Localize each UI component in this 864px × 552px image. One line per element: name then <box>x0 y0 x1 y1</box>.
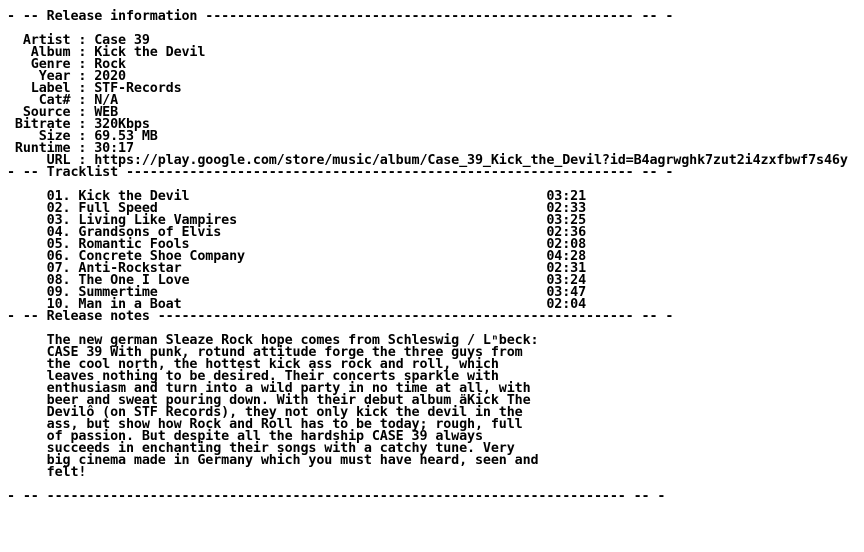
track-row: 01. Kick the Devil 03:21 <box>7 189 587 204</box>
info-genre: Genre : Rock <box>7 57 126 72</box>
track-row: 06. Concrete Shoe Company 04:28 <box>7 249 587 264</box>
release-notes-header: - -- Release notes ------------------------------------------------------------ -- - <box>7 309 674 324</box>
info-bitrate: Bitrate : 320Kbps <box>7 117 150 132</box>
release-notes-line: leaves nothing to be desired. Their concerts sparkle with <box>7 369 499 384</box>
release-notes-line: of passion. But despite all the hardship CASE 39 always <box>7 429 483 444</box>
track-row: 08. The One I Love 03:24 <box>7 273 587 288</box>
release-notes-line: beer and sweat pouring down. With their debut album äKick The <box>7 393 531 408</box>
track-row: 09. Summertime 03:47 <box>7 285 587 300</box>
footer-rule: - -- ------------------------------------------------------------------------- -- - <box>7 489 666 504</box>
track-row: 07. Anti-Rockstar 02:31 <box>7 261 587 276</box>
info-runtime: Runtime : 30:17 <box>7 141 134 156</box>
release-notes-line: CASE 39 With punk, rotund attitude forge the three guys from <box>7 345 523 360</box>
info-year: Year : 2020 <box>7 69 126 84</box>
nfo-document <box>7 11 848 503</box>
release-notes-line: The new german Sleaze Rock hope comes from Schleswig / Lⁿbeck: <box>7 333 539 348</box>
tracklist-header: - -- Tracklist ---------------------------------------------------------------- -- - <box>7 165 674 180</box>
track-row: 03. Living Like Vampires 03:25 <box>7 213 587 228</box>
release-notes-line: ass, but show how Rock and Roll has to be today; rough, full <box>7 417 523 432</box>
release-notes-line: the cool north, the hottest kick ass rock and roll, which <box>7 357 499 372</box>
track-row: 04. Grandsons of Elvis 02:36 <box>7 225 587 240</box>
track-row: 10. Man in a Boat 02:04 <box>7 297 587 312</box>
info-source: Source : WEB <box>7 105 119 120</box>
track-row: 05. Romantic Fools 02:08 <box>7 237 587 252</box>
info-url: URL : https://play.google.com/store/music/album/Case_39_Kick_the_Devil?id=B4agrwghk7zut2i4zxfbwf7s46y <box>7 153 848 168</box>
track-row: 02. Full Speed 02:33 <box>7 201 587 216</box>
release-notes-line: big cinema made in Germany which you must have heard, seen and <box>7 453 539 468</box>
info-label: Label : STF-Records <box>7 81 182 96</box>
info-artist: Artist : Case 39 <box>7 33 150 48</box>
release-notes-line: Devilô (on STF Records), they not only kick the devil in the <box>7 405 523 420</box>
release-notes-line: enthusiasm and turn into a wild party in no time at all, with <box>7 381 531 396</box>
info-album: Album : Kick the Devil <box>7 45 206 60</box>
release-notes-line: succeeds in enchanting their songs with a catchy tune. Very <box>7 441 515 456</box>
info-catalog-number: Cat# : N/A <box>7 93 119 108</box>
info-size: Size : 69.53 MB <box>7 129 158 144</box>
release-notes-line: felt! <box>7 465 87 480</box>
release-information-header: - -- Release information ------------------------------------------------------ -- - <box>7 9 674 24</box>
